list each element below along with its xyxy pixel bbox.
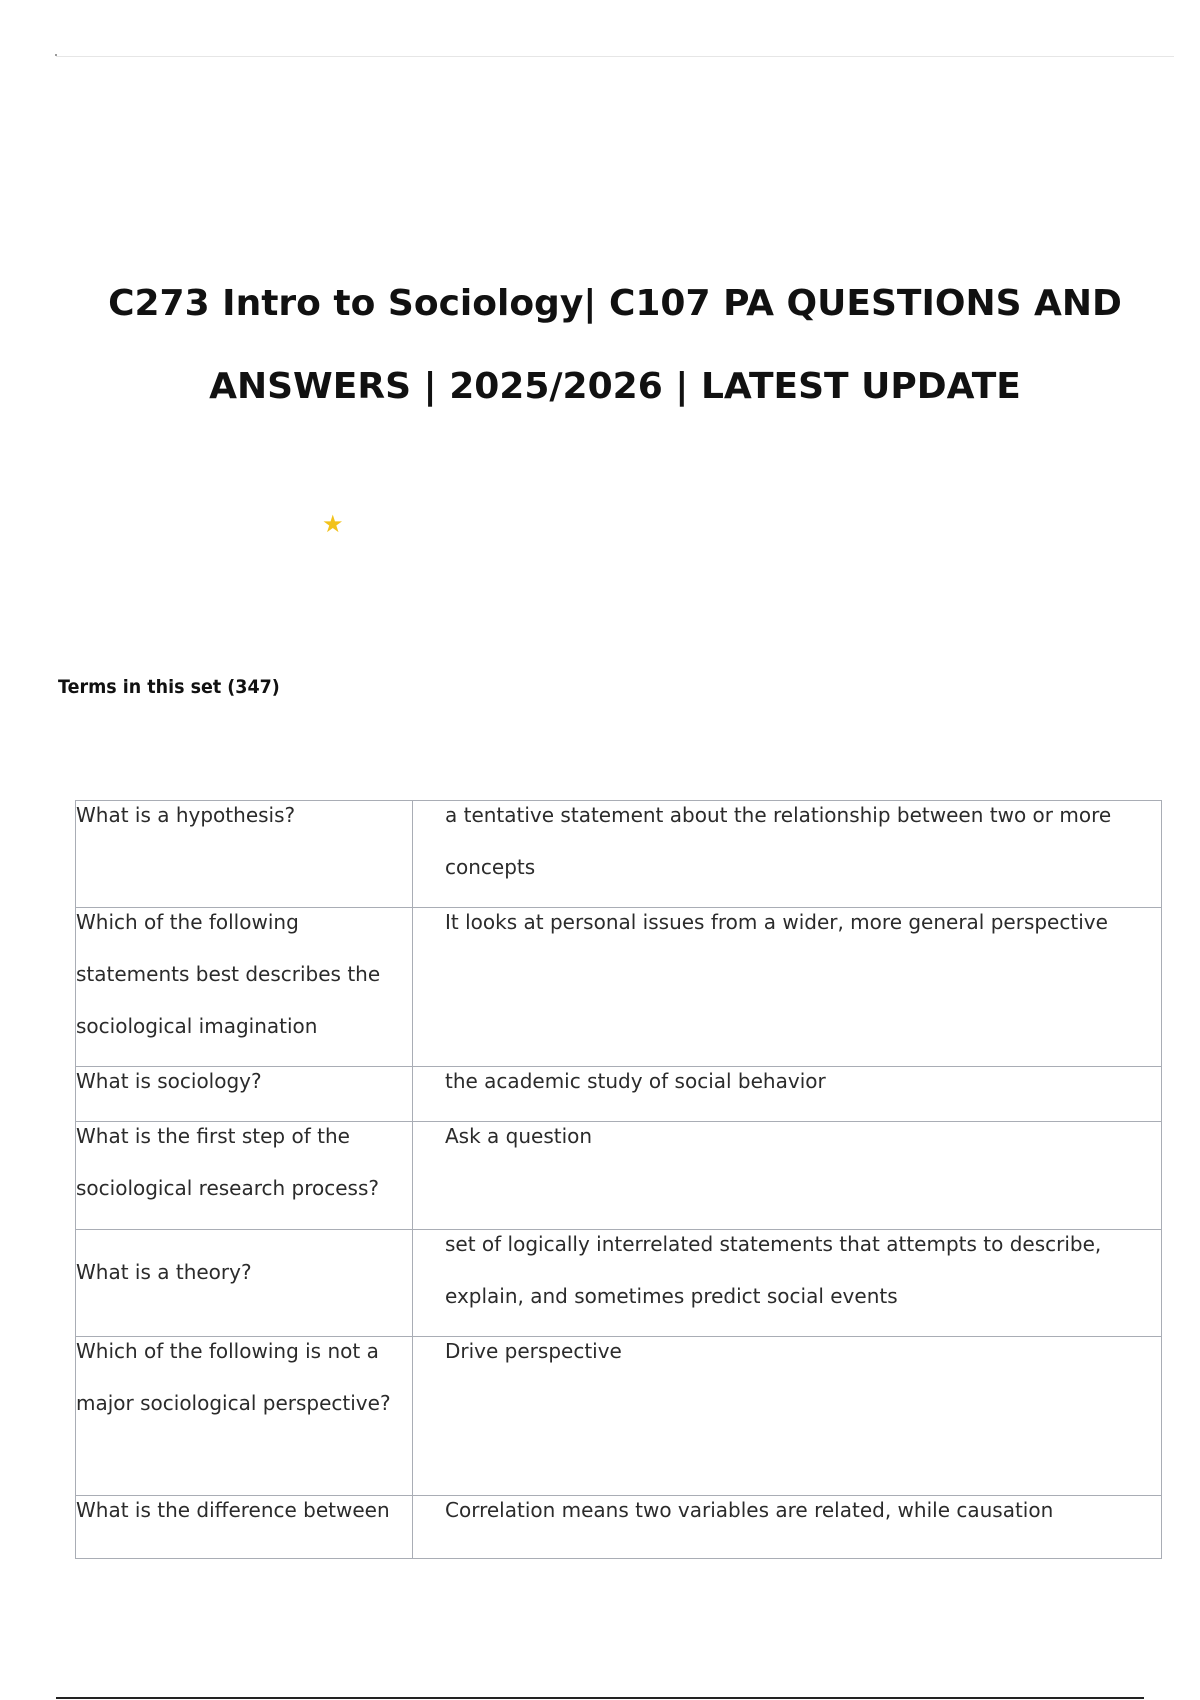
answer-cell	[413, 1496, 1162, 1559]
answer-cell	[413, 1230, 1162, 1337]
question-text: What is sociology?	[76, 1069, 262, 1093]
question-cell	[76, 1496, 413, 1559]
table-row	[76, 1337, 1162, 1496]
qa-table	[75, 800, 1162, 1559]
table-row	[76, 801, 1162, 908]
header-mark	[55, 54, 57, 56]
answer-text: Drive perspective	[445, 1339, 622, 1363]
question-cell	[76, 1337, 413, 1496]
question-text: What is a hypothesis?	[76, 803, 296, 827]
answer-cell	[413, 1122, 1162, 1230]
footer-rule	[56, 1697, 1144, 1699]
answer-text: It looks at personal issues from a wider, more general perspective	[445, 910, 1108, 934]
star-icon: ★	[322, 510, 344, 538]
question-cell	[76, 801, 413, 908]
question-cell	[76, 908, 413, 1067]
table-row	[76, 1230, 1162, 1337]
answer-cell	[413, 801, 1162, 908]
answer-text: Correlation means two variables are related, while causation	[445, 1498, 1054, 1522]
answer-text: Ask a question	[445, 1124, 593, 1148]
answer-cell	[413, 1067, 1162, 1122]
answer-cell	[413, 1337, 1162, 1496]
question-text: What is the difference between	[76, 1498, 390, 1522]
question-text: What is the first step of the sociological research process?	[76, 1124, 380, 1200]
question-text: Which of the following statements best describes the sociological imagination	[76, 910, 381, 1038]
answer-cell	[413, 908, 1162, 1067]
answer-text: a tentative statement about the relationship between two or more concepts	[445, 803, 1112, 879]
table-row	[76, 908, 1162, 1067]
answer-text: the academic study of social behavior	[445, 1069, 826, 1093]
question-text: What is a theory?	[76, 1260, 252, 1284]
question-cell	[76, 1122, 413, 1230]
question-cell	[76, 1067, 413, 1122]
terms-count-label: Terms in this set (347)	[58, 676, 280, 698]
table-row	[76, 1067, 1162, 1122]
document-title: C273 Intro to Sociology| C107 PA QUESTIONS AND ANSWERS | 2025/2026 | LATEST UPDATE	[108, 283, 1122, 407]
answer-text: set of logically interrelated statements that attempts to describe, explain, and sometimes predict social events	[445, 1232, 1102, 1308]
table-row	[76, 1122, 1162, 1230]
question-text: Which of the following is not a major sociological perspective?	[76, 1339, 391, 1415]
table-row	[76, 1496, 1162, 1559]
header-rule	[56, 56, 1174, 57]
question-cell	[76, 1230, 413, 1337]
